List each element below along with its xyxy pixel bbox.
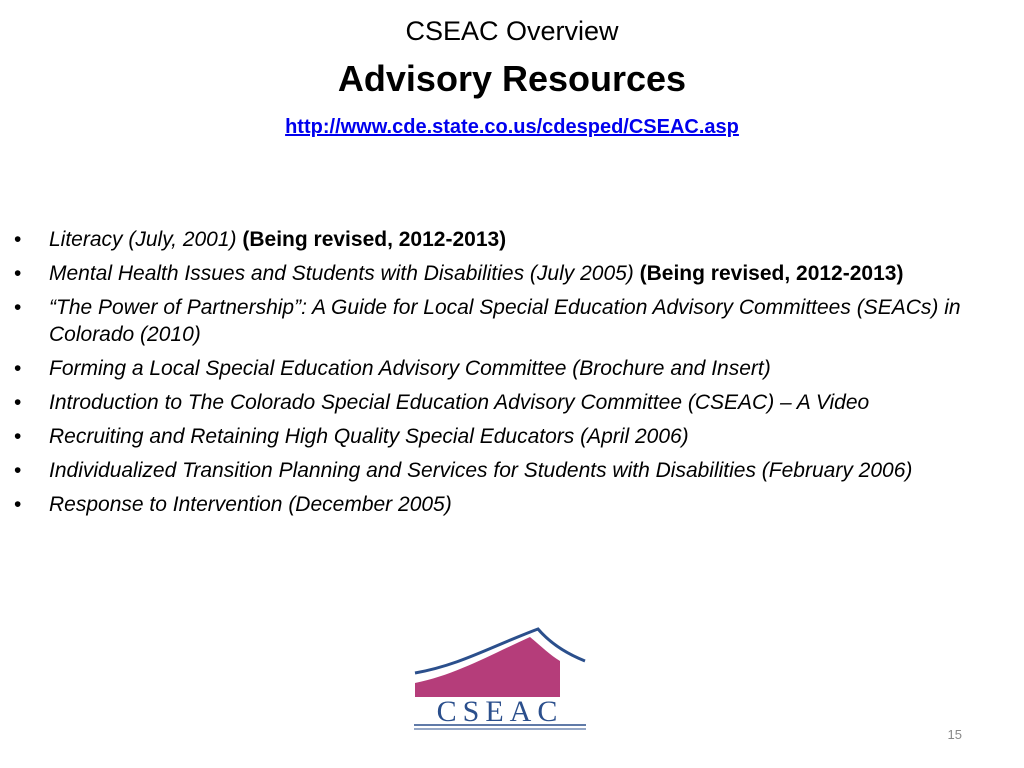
list-item [14, 389, 974, 416]
bullet-icon: • [14, 296, 22, 319]
resource-title: Literacy (July, 2001) [49, 228, 237, 251]
resource-status: (Being revised, 2012-2013) [236, 228, 507, 251]
list-item [14, 457, 974, 484]
resource-list [14, 226, 974, 525]
list-item [14, 226, 974, 253]
resource-title: “The Power of Partnership”: A Guide for Local Special Education Advisory Committees (SEACs) in Colorado (2010) [49, 296, 961, 346]
list-item [14, 260, 974, 287]
resource-title: Individualized Transition Planning and Services for Students with Disabilities (February 2006) [49, 459, 913, 482]
bullet-icon: • [14, 228, 22, 251]
bullet-icon: • [14, 425, 22, 448]
list-item [14, 294, 974, 348]
logo-text: CSEAC [436, 695, 564, 728]
bullet-icon: • [14, 357, 22, 380]
page-number: 15 [947, 727, 962, 742]
list-item [14, 355, 974, 382]
resource-title: Recruiting and Retaining High Quality Special Educators (April 2006) [49, 425, 689, 448]
cseac-link[interactable]: http://www.cde.state.co.us/cdesped/CSEAC.asp [285, 116, 739, 138]
resource-title: Introduction to The Colorado Special Education Advisory Committee (CSEAC) – A Video [49, 391, 870, 414]
slide-subtitle: CSEAC Overview [405, 16, 619, 46]
resource-status: (Being revised, 2012-2013) [633, 262, 904, 285]
bullet-icon: • [14, 459, 22, 482]
list-item [14, 491, 974, 518]
resource-title: Mental Health Issues and Students with Disabilities (July 2005) [49, 262, 634, 285]
resource-title: Forming a Local Special Education Advisory Committee (Brochure and Insert) [49, 357, 771, 380]
bullet-icon: • [14, 262, 22, 285]
cseac-logo [410, 625, 590, 730]
bullet-icon: • [14, 493, 22, 516]
slide-title: Advisory Resources [337, 58, 687, 99]
resource-title: Response to Intervention (December 2005) [49, 493, 452, 516]
bullet-icon: • [14, 391, 22, 414]
list-item [14, 423, 974, 450]
